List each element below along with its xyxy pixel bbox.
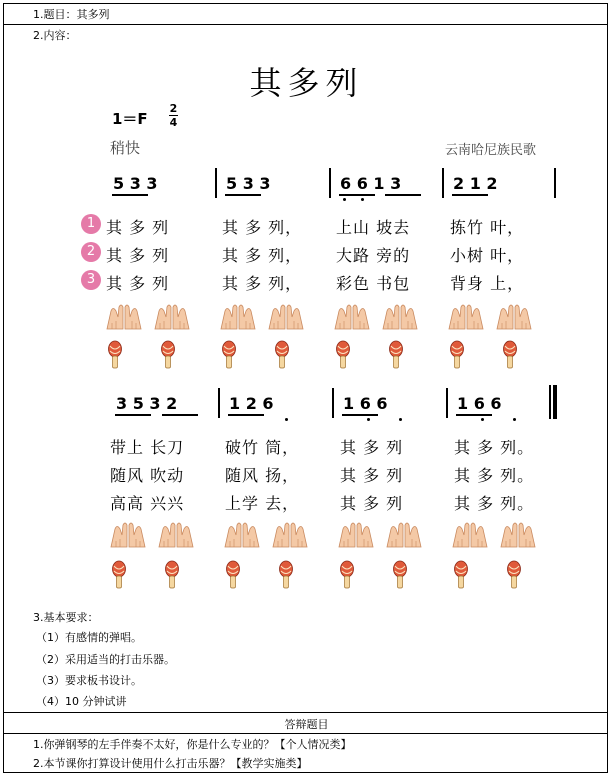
rattle-icon: [274, 340, 290, 370]
low-dot: [367, 418, 370, 421]
rattle-icon: [392, 560, 408, 590]
topic-line: 1.题目：其多列: [33, 8, 110, 21]
lyric-r1-v1-m3: 上山 坡去: [336, 218, 411, 237]
lyric-r1-v3-m1: 其 多 列: [106, 274, 170, 293]
lyric-r1-v2-m2: 其 多 列，: [222, 246, 303, 265]
beam: [456, 414, 492, 416]
clapping-hands-icon: [336, 521, 376, 549]
lyric-r2-v2-m2: 随风 扬，: [225, 466, 300, 485]
content-label: 2.内容：: [33, 29, 77, 42]
clapping-hands-icon: [450, 521, 490, 549]
barline: [218, 388, 220, 418]
clapping-hands-icon: [266, 303, 306, 331]
divider: [3, 24, 608, 25]
notes-r2-m1: 3 5 3 2: [116, 394, 178, 413]
clapping-hands-icon: [380, 303, 420, 331]
lyric-r2-v1-m2: 破竹 筒，: [225, 438, 300, 457]
rattle-icon: [160, 340, 176, 370]
question-item: 2.本节课你打算设计使用什么打击乐器？【教学实施类】: [33, 757, 308, 770]
requirement-item: （3）要求板书设计。: [36, 674, 142, 687]
lyric-r2-v1-m4: 其 多 列。: [454, 438, 535, 457]
notes-r1-m3: 6 6 1 3: [340, 174, 402, 193]
lyric-r1-v2-m4: 小树 叶，: [450, 246, 525, 265]
beam: [225, 194, 261, 196]
lyric-r1-v1-m1: 其 多 列: [106, 218, 170, 237]
lyric-r2-v1-m1: 带上 长刀: [110, 438, 185, 457]
lyric-r2-v3-m1: 高高 兴兴: [110, 494, 185, 513]
beam: [385, 194, 421, 196]
notes-r1-m2: 5 3 3: [226, 174, 271, 193]
low-dot: [285, 418, 288, 421]
lyric-r2-v3-m3: 其 多 列: [340, 494, 404, 513]
lyric-r1-v1-m4: 拣竹 叶，: [450, 218, 525, 237]
questions-header: 答辩题目: [284, 718, 329, 731]
rattle-icon: [335, 340, 351, 370]
verse-badge-3: 3: [81, 270, 101, 290]
barline: [332, 388, 334, 418]
requirement-item: （4）10 分钟试讲: [36, 695, 127, 708]
clapping-hands-icon: [384, 521, 424, 549]
lyric-r2-v1-m3: 其 多 列: [340, 438, 404, 457]
beam: [452, 194, 488, 196]
rattle-icon: [449, 340, 465, 370]
rattle-icon: [502, 340, 518, 370]
rattle-icon: [221, 340, 237, 370]
clapping-hands-icon: [104, 303, 144, 331]
rattle-icon: [225, 560, 241, 590]
beam: [115, 414, 151, 416]
lyric-r2-v2-m3: 其 多 列: [340, 466, 404, 485]
clapping-hands-icon: [218, 303, 258, 331]
clapping-hands-icon: [152, 303, 192, 331]
rattle-icon: [388, 340, 404, 370]
time-bottom: 4: [169, 116, 178, 129]
clapping-hands-icon: [156, 521, 196, 549]
rattle-icon: [164, 560, 180, 590]
question-item: 1.你弹钢琴的左手伴奏不太好，你是什么专业的？【个人情况类】: [33, 738, 352, 751]
clapping-hands-icon: [498, 521, 538, 549]
lyric-r2-v2-m1: 随风 吹动: [110, 466, 185, 485]
final-barline-thin: [549, 385, 551, 419]
requirement-item: （2）采用适当的打击乐器。: [36, 653, 175, 666]
clapping-hands-icon: [494, 303, 534, 331]
notes-r2-m3: 1 6 6: [343, 394, 388, 413]
verse-badge-2: 2: [81, 242, 101, 262]
clapping-hands-icon: [446, 303, 486, 331]
lyric-r1-v3-m3: 彩色 书包: [336, 274, 411, 293]
lyric-r1-v2-m3: 大路 旁的: [336, 246, 411, 265]
low-dot: [481, 418, 484, 421]
beam: [228, 414, 264, 416]
song-source: 云南哈尼族民歌: [445, 143, 537, 158]
barline: [446, 388, 448, 418]
requirements-heading: 3.基本要求：: [33, 611, 99, 624]
lyric-r1-v1-m2: 其 多 列，: [222, 218, 303, 237]
beam: [339, 194, 375, 196]
song-title: 其多列: [249, 64, 364, 102]
low-dot: [399, 418, 402, 421]
beam: [112, 194, 148, 196]
clapping-hands-icon: [270, 521, 310, 549]
beam: [162, 414, 198, 416]
barline: [329, 168, 331, 198]
requirement-item: （1）有感情的弹唱。: [36, 631, 142, 644]
notes-r1-m1: 5 3 3: [113, 174, 158, 193]
clapping-hands-icon: [222, 521, 262, 549]
notes-r1-m4: 2 1 2: [453, 174, 498, 193]
clapping-hands-icon: [332, 303, 372, 331]
barline: [554, 168, 556, 198]
time-signature: [169, 103, 178, 128]
rattle-icon: [107, 340, 123, 370]
divider: [3, 733, 608, 734]
tempo-marking: 稍快: [110, 139, 141, 157]
barline: [215, 168, 217, 198]
lyric-r1-v3-m4: 背身 上，: [450, 274, 525, 293]
time-top: 2: [169, 102, 178, 115]
notes-r2-m4: 1 6 6: [457, 394, 502, 413]
final-barline-thick: [553, 385, 557, 419]
lyric-r2-v2-m4: 其 多 列。: [454, 466, 535, 485]
lyric-r1-v3-m2: 其 多 列，: [222, 274, 303, 293]
rattle-icon: [278, 560, 294, 590]
lyric-r1-v2-m1: 其 多 列: [106, 246, 170, 265]
key-signature: 1＝F: [112, 110, 148, 128]
lyric-r2-v3-m2: 上学 去，: [225, 494, 300, 513]
rattle-icon: [506, 560, 522, 590]
low-dot: [343, 198, 346, 201]
verse-badge-1: 1: [81, 214, 101, 234]
barline: [442, 168, 444, 198]
rattle-icon: [111, 560, 127, 590]
beam: [342, 414, 378, 416]
notes-r2-m2: 1 2 6: [229, 394, 274, 413]
rattle-icon: [339, 560, 355, 590]
low-dot: [361, 198, 364, 201]
divider: [3, 712, 608, 713]
rattle-icon: [453, 560, 469, 590]
lyric-r2-v3-m4: 其 多 列。: [454, 494, 535, 513]
low-dot: [513, 418, 516, 421]
clapping-hands-icon: [108, 521, 148, 549]
